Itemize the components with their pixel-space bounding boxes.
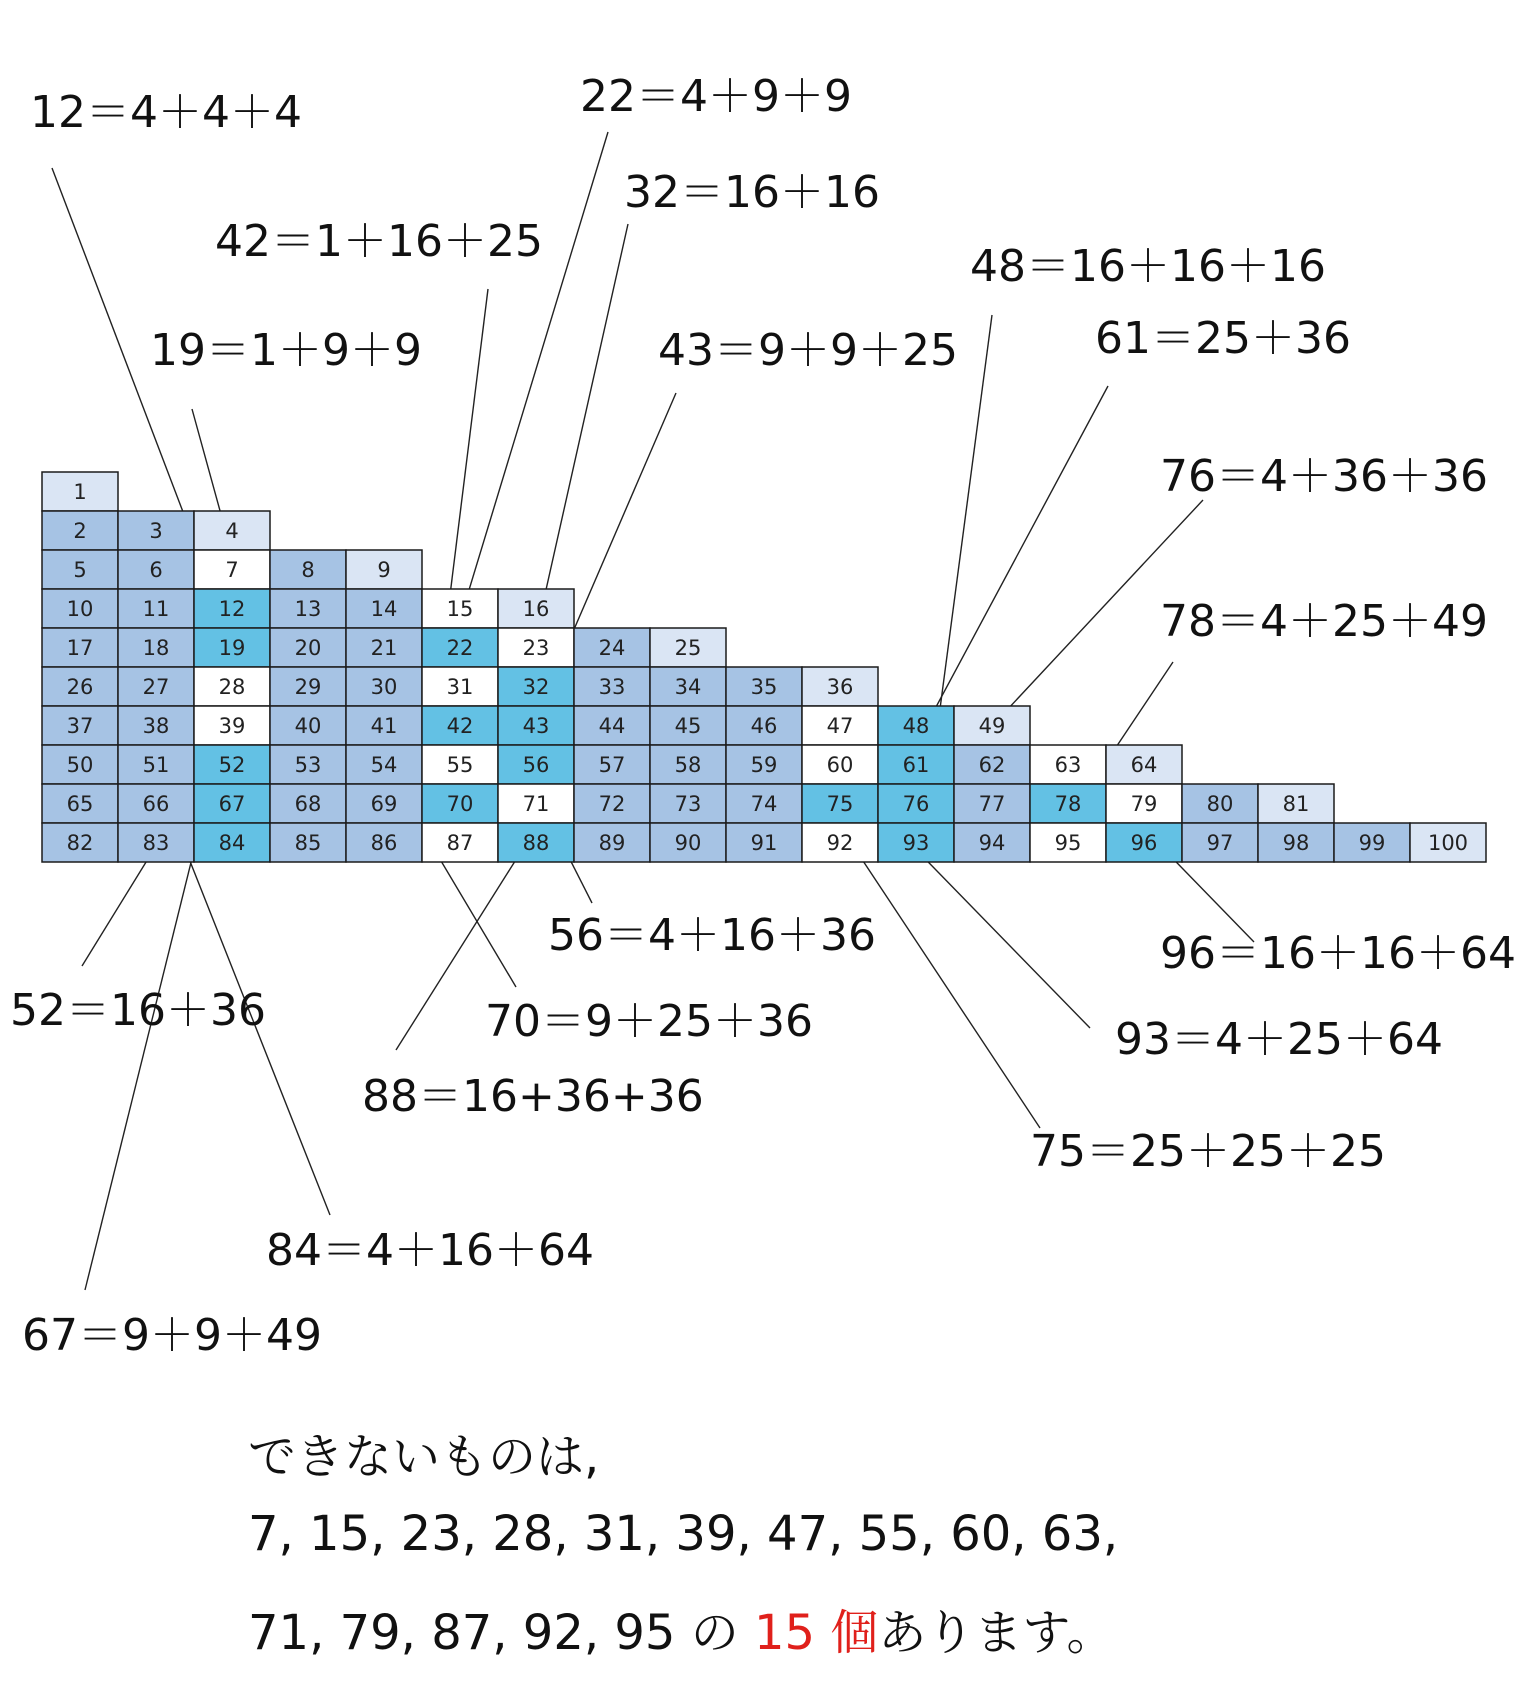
grid-cell-label-70: 70 bbox=[446, 792, 474, 816]
equation-label-70: 70＝9＋25＋36 bbox=[485, 996, 813, 1047]
grid-cell-label-51: 51 bbox=[142, 753, 170, 777]
grid-cell-label-74: 74 bbox=[750, 792, 778, 816]
grid-cell-label-86: 86 bbox=[370, 831, 398, 855]
grid-cell-label-80: 80 bbox=[1206, 792, 1234, 816]
equation-label-48: 48＝16＋16＋16 bbox=[970, 241, 1326, 292]
grid-cell-label-83: 83 bbox=[142, 831, 170, 855]
equation-label-67: 67＝9＋9＋49 bbox=[22, 1310, 322, 1361]
grid-cell-label-34: 34 bbox=[674, 675, 702, 699]
grid-cell-label-43: 43 bbox=[522, 714, 550, 738]
grid-cell-label-96: 96 bbox=[1130, 831, 1158, 855]
grid-cell-label-32: 32 bbox=[522, 675, 550, 699]
grid-cell-label-15: 15 bbox=[446, 597, 474, 621]
grid-cell-label-93: 93 bbox=[902, 831, 930, 855]
grid-cell-label-60: 60 bbox=[826, 753, 854, 777]
equation-label-32: 32＝16＋16 bbox=[624, 167, 880, 218]
summary-list-line2 bbox=[248, 1594, 1115, 1663]
grid-cell-label-64: 64 bbox=[1130, 753, 1158, 777]
grid-cell-label-50: 50 bbox=[66, 753, 94, 777]
grid-cell-label-7: 7 bbox=[225, 558, 239, 582]
grid-cell-label-47: 47 bbox=[826, 714, 854, 738]
grid-cell-label-54: 54 bbox=[370, 753, 398, 777]
grid-cell-label-29: 29 bbox=[294, 675, 322, 699]
equation-label-12: 12＝4＋4＋4 bbox=[30, 87, 302, 138]
summary-counter: 個 bbox=[830, 1605, 879, 1661]
equation-label-52: 52＝16＋36 bbox=[10, 985, 266, 1036]
grid-cell-label-81: 81 bbox=[1282, 792, 1310, 816]
grid-cell-label-46: 46 bbox=[750, 714, 778, 738]
grid-cell-label-79: 79 bbox=[1130, 792, 1158, 816]
equation-label-42: 42＝1＋16＋25 bbox=[215, 216, 543, 267]
grid-cell-label-91: 91 bbox=[750, 831, 778, 855]
grid-cell-label-42: 42 bbox=[446, 714, 474, 738]
grid-cell-label-14: 14 bbox=[370, 597, 398, 621]
grid-cell-label-27: 27 bbox=[142, 675, 170, 699]
grid-cell-label-21: 21 bbox=[370, 636, 398, 660]
grid-cell-label-62: 62 bbox=[978, 753, 1006, 777]
summary-list-line1: 7, 15, 23, 28, 31, 39, 47, 55, 60, 63, bbox=[248, 1506, 1119, 1562]
grid-cell-label-94: 94 bbox=[978, 831, 1006, 855]
grid-cell-label-9: 9 bbox=[377, 558, 391, 582]
grid-cell-label-59: 59 bbox=[750, 753, 778, 777]
grid-cell-label-20: 20 bbox=[294, 636, 322, 660]
grid-cell-label-97: 97 bbox=[1206, 831, 1234, 855]
grid-cell-label-22: 22 bbox=[446, 636, 474, 660]
grid-cell-label-71: 71 bbox=[522, 792, 550, 816]
grid-cell-label-3: 3 bbox=[149, 519, 163, 543]
equation-label-78: 78＝4＋25＋49 bbox=[1160, 596, 1488, 647]
summary-suffix: あります。 bbox=[878, 1605, 1115, 1661]
grid-cell-label-90: 90 bbox=[674, 831, 702, 855]
equation-label-19: 19＝1＋9＋9 bbox=[150, 325, 422, 376]
leader-line-67 bbox=[85, 802, 206, 1290]
equation-label-75: 75＝25＋25＋25 bbox=[1030, 1126, 1386, 1177]
grid-cell-label-30: 30 bbox=[370, 675, 398, 699]
grid-cell-label-35: 35 bbox=[750, 675, 778, 699]
grid-cell-label-76: 76 bbox=[902, 792, 930, 816]
grid-cell-label-89: 89 bbox=[598, 831, 626, 855]
equation-label-56: 56＝4＋16＋36 bbox=[548, 910, 876, 961]
grid-cell-label-23: 23 bbox=[522, 636, 550, 660]
grid-cell-label-31: 31 bbox=[446, 675, 474, 699]
grid-cell-label-8: 8 bbox=[301, 558, 315, 582]
grid-cell-label-19: 19 bbox=[218, 636, 246, 660]
grid-cell-label-36: 36 bbox=[826, 675, 854, 699]
equation-label-88: 88＝16+36+36 bbox=[362, 1071, 704, 1122]
equation-label-61: 61＝25＋36 bbox=[1095, 313, 1351, 364]
grid-cell-label-17: 17 bbox=[66, 636, 94, 660]
grid-cell-label-56: 56 bbox=[522, 753, 550, 777]
grid-cell-label-45: 45 bbox=[674, 714, 702, 738]
grid-cell-label-38: 38 bbox=[142, 714, 170, 738]
grid-cell-label-67: 67 bbox=[218, 792, 246, 816]
grid-cell-label-75: 75 bbox=[826, 792, 854, 816]
grid-cell-label-65: 65 bbox=[66, 792, 94, 816]
grid-cell-label-1: 1 bbox=[73, 480, 87, 504]
grid-cell-label-11: 11 bbox=[142, 597, 170, 621]
grid-cell-label-52: 52 bbox=[218, 753, 246, 777]
grid-cell-label-100: 100 bbox=[1427, 831, 1469, 855]
equation-label-22: 22＝4＋9＋9 bbox=[580, 71, 852, 122]
grid-cell-label-2: 2 bbox=[73, 519, 87, 543]
grid-cell-label-26: 26 bbox=[66, 675, 94, 699]
grid-cell-label-13: 13 bbox=[294, 597, 322, 621]
grid-cell-label-77: 77 bbox=[978, 792, 1006, 816]
grid-cell-label-28: 28 bbox=[218, 675, 246, 699]
grid-cell-label-4: 4 bbox=[225, 519, 239, 543]
grid-cell-label-73: 73 bbox=[674, 792, 702, 816]
grid-cell-label-40: 40 bbox=[294, 714, 322, 738]
grid-cell-label-44: 44 bbox=[598, 714, 626, 738]
grid-cell-label-5: 5 bbox=[73, 558, 87, 582]
equation-label-84: 84＝4＋16＋64 bbox=[266, 1225, 594, 1276]
summary-count: 15 bbox=[753, 1605, 816, 1661]
grid-cell-label-6: 6 bbox=[149, 558, 163, 582]
equation-label-96: 96＝16＋16＋64 bbox=[1160, 928, 1516, 979]
grid-cell-label-98: 98 bbox=[1282, 831, 1310, 855]
grid-cell-label-66: 66 bbox=[142, 792, 170, 816]
grid-cell-label-12: 12 bbox=[218, 597, 246, 621]
grid-cell-label-61: 61 bbox=[902, 753, 930, 777]
summary-intro: できないものは, bbox=[248, 1429, 600, 1485]
grid-cell-label-82: 82 bbox=[66, 831, 94, 855]
grid-cell-label-85: 85 bbox=[294, 831, 322, 855]
grid-cell-label-18: 18 bbox=[142, 636, 170, 660]
equation-label-93: 93＝4＋25＋64 bbox=[1115, 1014, 1443, 1065]
grid-cell-label-25: 25 bbox=[674, 636, 702, 660]
grid-cell-label-68: 68 bbox=[294, 792, 322, 816]
grid-cell-label-53: 53 bbox=[294, 753, 322, 777]
equation-label-43: 43＝9＋9＋25 bbox=[658, 325, 958, 376]
equation-label-76: 76＝4＋36＋36 bbox=[1160, 451, 1488, 502]
grid-cell-label-69: 69 bbox=[370, 792, 398, 816]
grid-cell-label-55: 55 bbox=[446, 753, 474, 777]
leader-line-48 bbox=[938, 315, 992, 724]
grid-cell-label-87: 87 bbox=[446, 831, 474, 855]
grid-cell-label-16: 16 bbox=[522, 597, 550, 621]
grid-cell-label-10: 10 bbox=[66, 597, 94, 621]
grid-cell-label-37: 37 bbox=[66, 714, 94, 738]
grid-cell-label-48: 48 bbox=[902, 714, 930, 738]
grid-cell-label-33: 33 bbox=[598, 675, 626, 699]
grid-cell-label-84: 84 bbox=[218, 831, 246, 855]
summary-list-tail: 71, 79, 87, 92, 95 の bbox=[248, 1605, 754, 1661]
grid-cell-label-78: 78 bbox=[1054, 792, 1082, 816]
grid-cell-label-39: 39 bbox=[218, 714, 246, 738]
grid-cell-label-88: 88 bbox=[522, 831, 550, 855]
grid-cell-label-49: 49 bbox=[978, 714, 1006, 738]
grid-cell-label-72: 72 bbox=[598, 792, 626, 816]
grid-cell-label-99: 99 bbox=[1358, 831, 1386, 855]
grid-cell-label-41: 41 bbox=[370, 714, 398, 738]
grid-cell-label-24: 24 bbox=[598, 636, 626, 660]
grid-cell-label-92: 92 bbox=[826, 831, 854, 855]
grid-cell-label-63: 63 bbox=[1054, 753, 1082, 777]
grid-cell-label-95: 95 bbox=[1054, 831, 1082, 855]
number-grid bbox=[42, 472, 1486, 862]
grid-cell-label-57: 57 bbox=[598, 753, 626, 777]
grid-cell-label-58: 58 bbox=[674, 753, 702, 777]
